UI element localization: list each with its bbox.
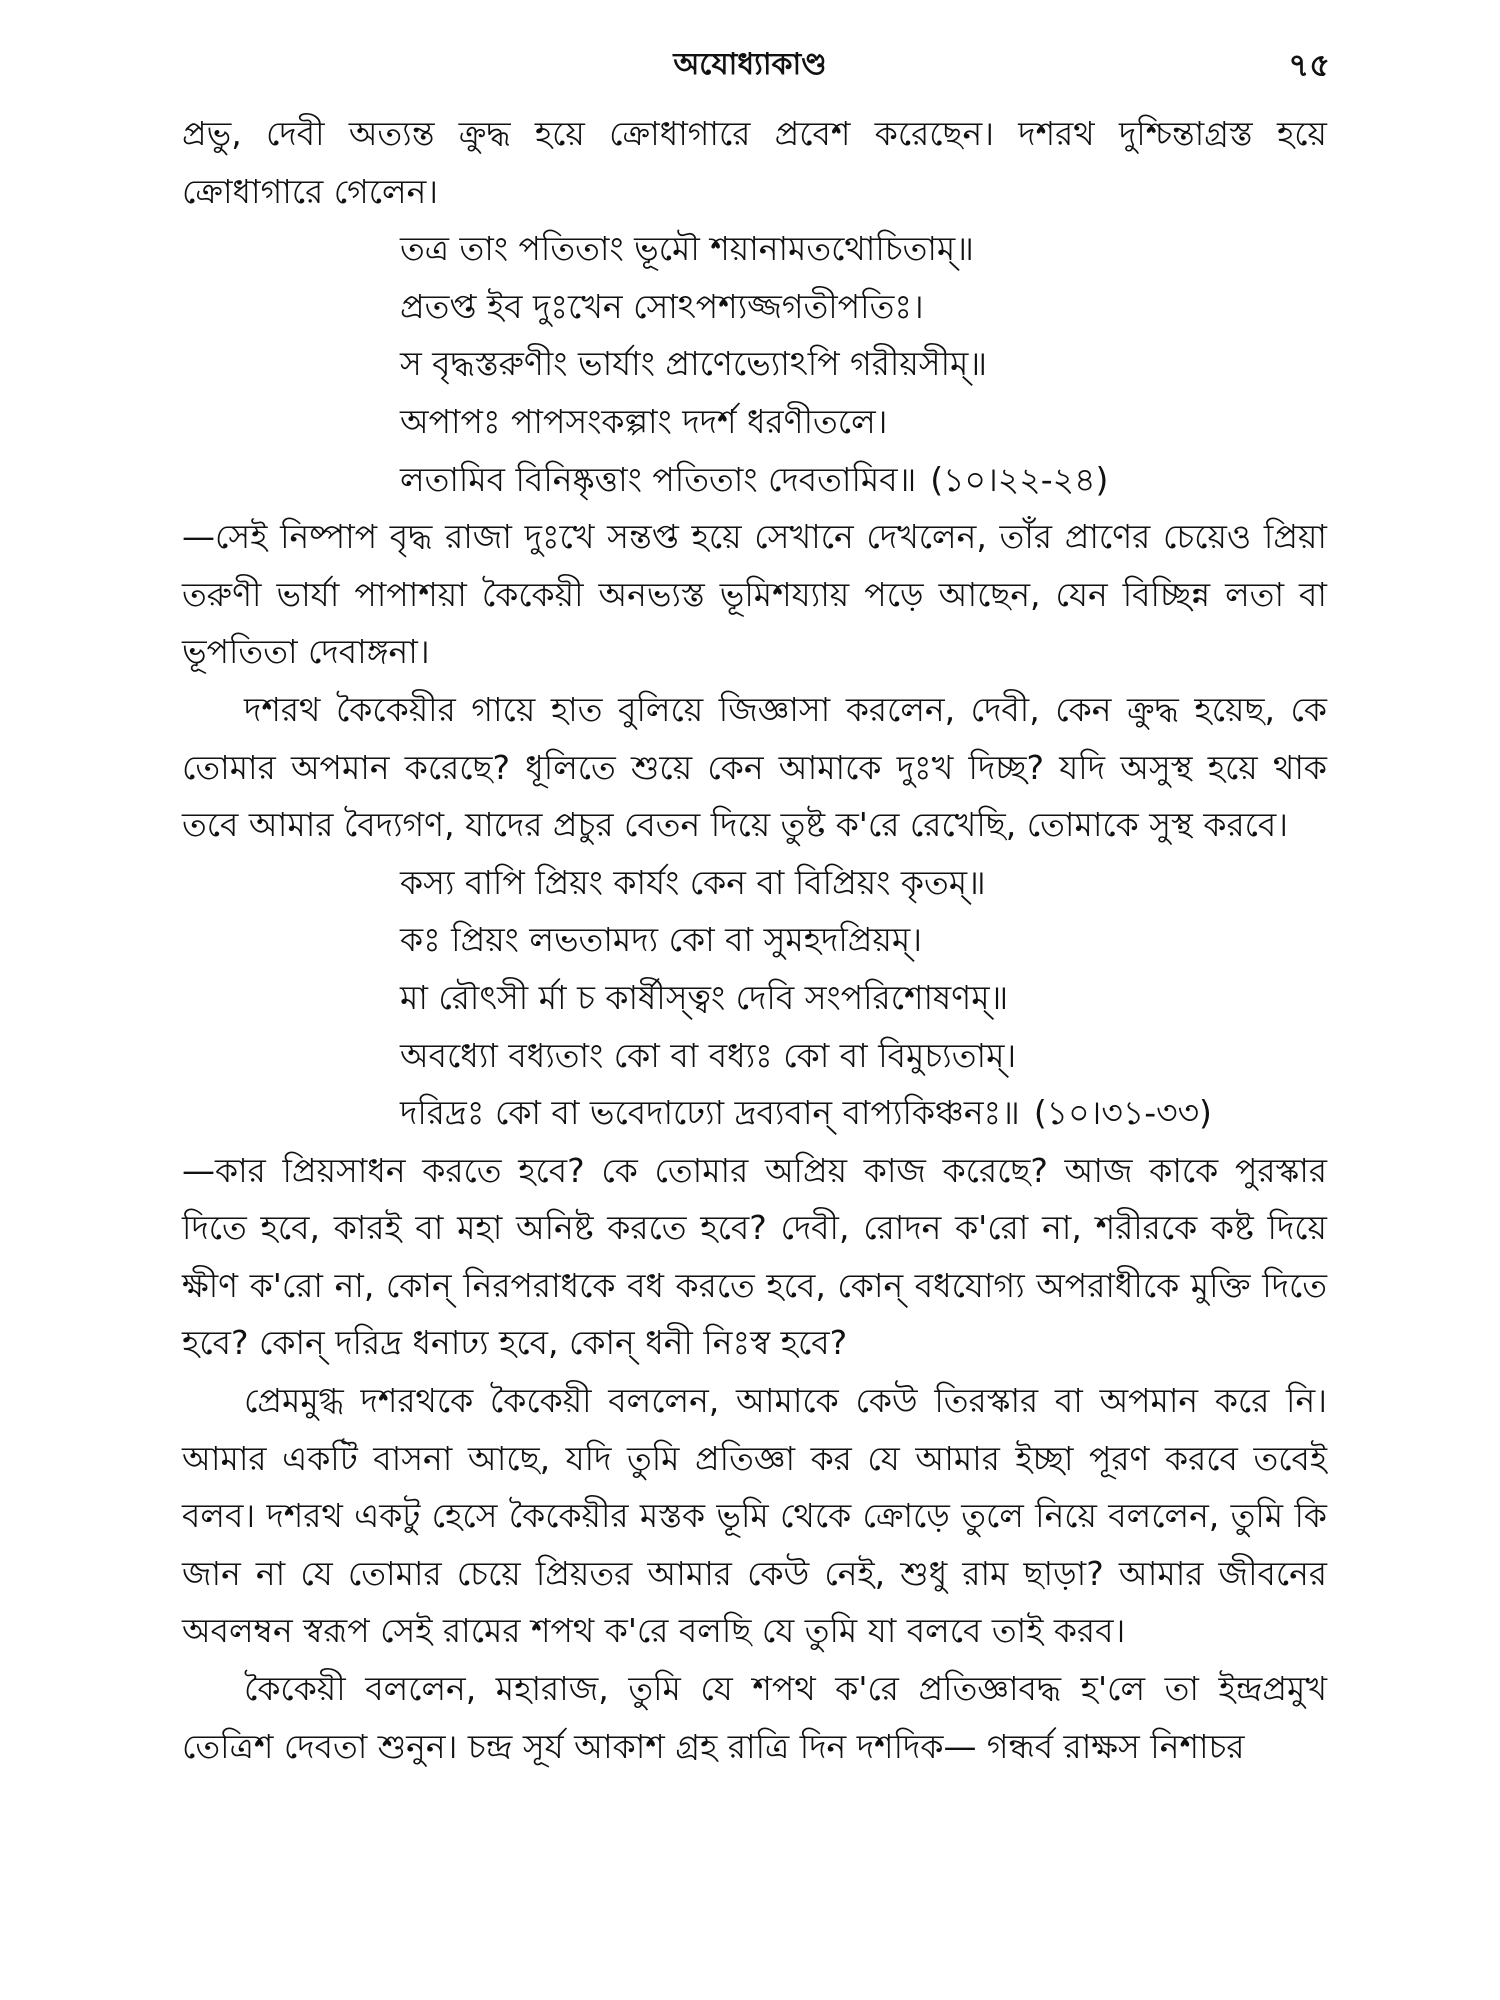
verse-line: মা রৌৎসী র্মা চ কার্ষীস্ত্বং দেবি সংপরিশোষণম্॥ xyxy=(400,977,1009,1017)
verse-line-text: লতামিব বিনিষ্কৃত্তাং পতিতাং দেবতামিব॥ xyxy=(400,459,917,499)
running-header-title: অযোধ্যাকাণ্ড xyxy=(673,47,827,82)
verse-line: অবধ্যো বধ্যতাং কো বা বধ্যঃ কো বা বিমুচ্যতাম্। xyxy=(400,1035,1017,1075)
verse-line-last xyxy=(400,1084,1327,1142)
verse-line-last xyxy=(400,451,1327,509)
verse-line: কঃ প্রিয়ং লভতামদ্য কো বা সুমহদপ্রিয়ম্। xyxy=(400,920,923,960)
verse-reference: (১০।৩১-৩৩) xyxy=(1033,1093,1212,1133)
paragraph: —সেই নিষ্পাপ বৃদ্ধ রাজা দুঃখে সন্তপ্ত হয়ে সেখানে দেখলেন, তাঁর প্রাণের চেয়েও প্রিয়া তরুণী ভার্যা পাপাশয়া কৈকেয়ী অনভ্যস্ত ভূমিশয্যায় পড়ে আছেন, যেন বিচ্ছিন্ন লতা বা ভূপতিতা দেবাঙ্গনা। xyxy=(182,517,1327,672)
verse-reference: (১০।২২-২৪) xyxy=(930,459,1109,499)
page-body xyxy=(182,105,1327,1775)
verse-line: স বৃদ্ধস্তরুণীং ভার্যাং প্রাণেভ্যোঽপি গরীয়সীম্॥ xyxy=(400,344,987,384)
paragraph: —কার প্রিয়সাধন করতে হবে? কে তোমার অপ্রিয় কাজ করেছে? আজ কাকে পুরস্কার দিতে হবে, কারই বা মহা অনিষ্ট করতে হবে? দেবী, রোদন ক'রো না, শরীরকে কষ্ট দিয়ে ক্ষীণ ক'রো না, কোন্ নিরপরাধকে বধ করতে হবে, কোন্ বধযোগ্য অপরাধীকে মুক্তি দিতে হবে? কোন্ দরিদ্র ধনাঢ্য হবে, কোন্ ধনী নিঃস্ব হবে? xyxy=(182,1150,1327,1363)
page-number: ৭৫ xyxy=(1288,46,1330,84)
paragraph: দশরথ কৈকেয়ীর গায়ে হাত বুলিয়ে জিজ্ঞাসা করলেন, দেবী, কেন ক্রুদ্ধ হয়েছ, কে তোমার অপমান করেছে? ধূলিতে শুয়ে কেন আমাকে দুঃখ দিচ্ছ? যদি অসুস্থ হয়ে থাক তবে আমার বৈদ্যগণ, যাদের প্রচুর বেতন দিয়ে তুষ্ট ক'রে রেখেছি, তোমাকে সুস্থ করবে। xyxy=(182,689,1327,845)
verse-line: প্রতপ্ত ইব দুঃখেন সোঽপশ্যজ্জগতীপতিঃ। xyxy=(400,286,924,326)
verse-line: অপাপঃ পাপসংকল্পাং দদর্শ ধরণীতলে। xyxy=(400,401,888,441)
verse-line: তত্র তাং পতিতাং ভূমৌ শয়ানামতথোচিতাম্॥ xyxy=(400,229,974,269)
sanskrit-verse xyxy=(182,220,1327,508)
paragraph: প্রভু, দেবী অত্যন্ত ক্রুদ্ধ হয়ে ক্রোধাগারে প্রবেশ করেছেন। দশরথ দুশ্চিন্তাগ্রস্ত হয়ে ক্রোধাগারে গেলেন। xyxy=(182,114,1327,211)
paragraph: প্রেমমুগ্ধ দশরথকে কৈকেয়ী বললেন, আমাকে কেউ তিরস্কার বা অপমান করে নি। আমার একটি বাসনা আছে, যদি তুমি প্রতিজ্ঞা কর যে আমার ইচ্ছা পূরণ করবে তবেই বলব। দশরথ একটু হেসে কৈকেয়ীর মস্তক ভূমি থেকে ক্রোড়ে তুলে নিয়ে বললেন, তুমি কি জান না যে তোমার চেয়ে প্রিয়তর আমার কেউ নেই, শুধু রাম ছাড়া? আমার জীবনের অবলম্বন স্বরূপ সেই রামের শপথ ক'রে বলছি যে তুমি যা বলবে তাই করব। xyxy=(182,1381,1327,1651)
verse-line: কস্য বাপি প্রিয়ং কার্যং কেন বা বিপ্রিয়ং কৃতম্॥ xyxy=(400,862,986,902)
paragraph: কৈকেয়ী বললেন, মহারাজ, তুমি যে শপথ ক'রে প্রতিজ্ঞাবদ্ধ হ'লে তা ইন্দ্রপ্রমুখ তেত্রিশ দেবতা শুনুন। চন্দ্র সূর্য আকাশ গ্রহ রাত্রি দিন দশদিক— গন্ধর্ব রাক্ষস নিশাচর xyxy=(182,1669,1327,1766)
sanskrit-verse xyxy=(182,854,1327,1142)
verse-line-text: দরিদ্রঃ কো বা ভবেদাঢ্যো দ্রব্যবান্ বাপ্যকিঞ্চনঃ॥ xyxy=(400,1093,1020,1133)
